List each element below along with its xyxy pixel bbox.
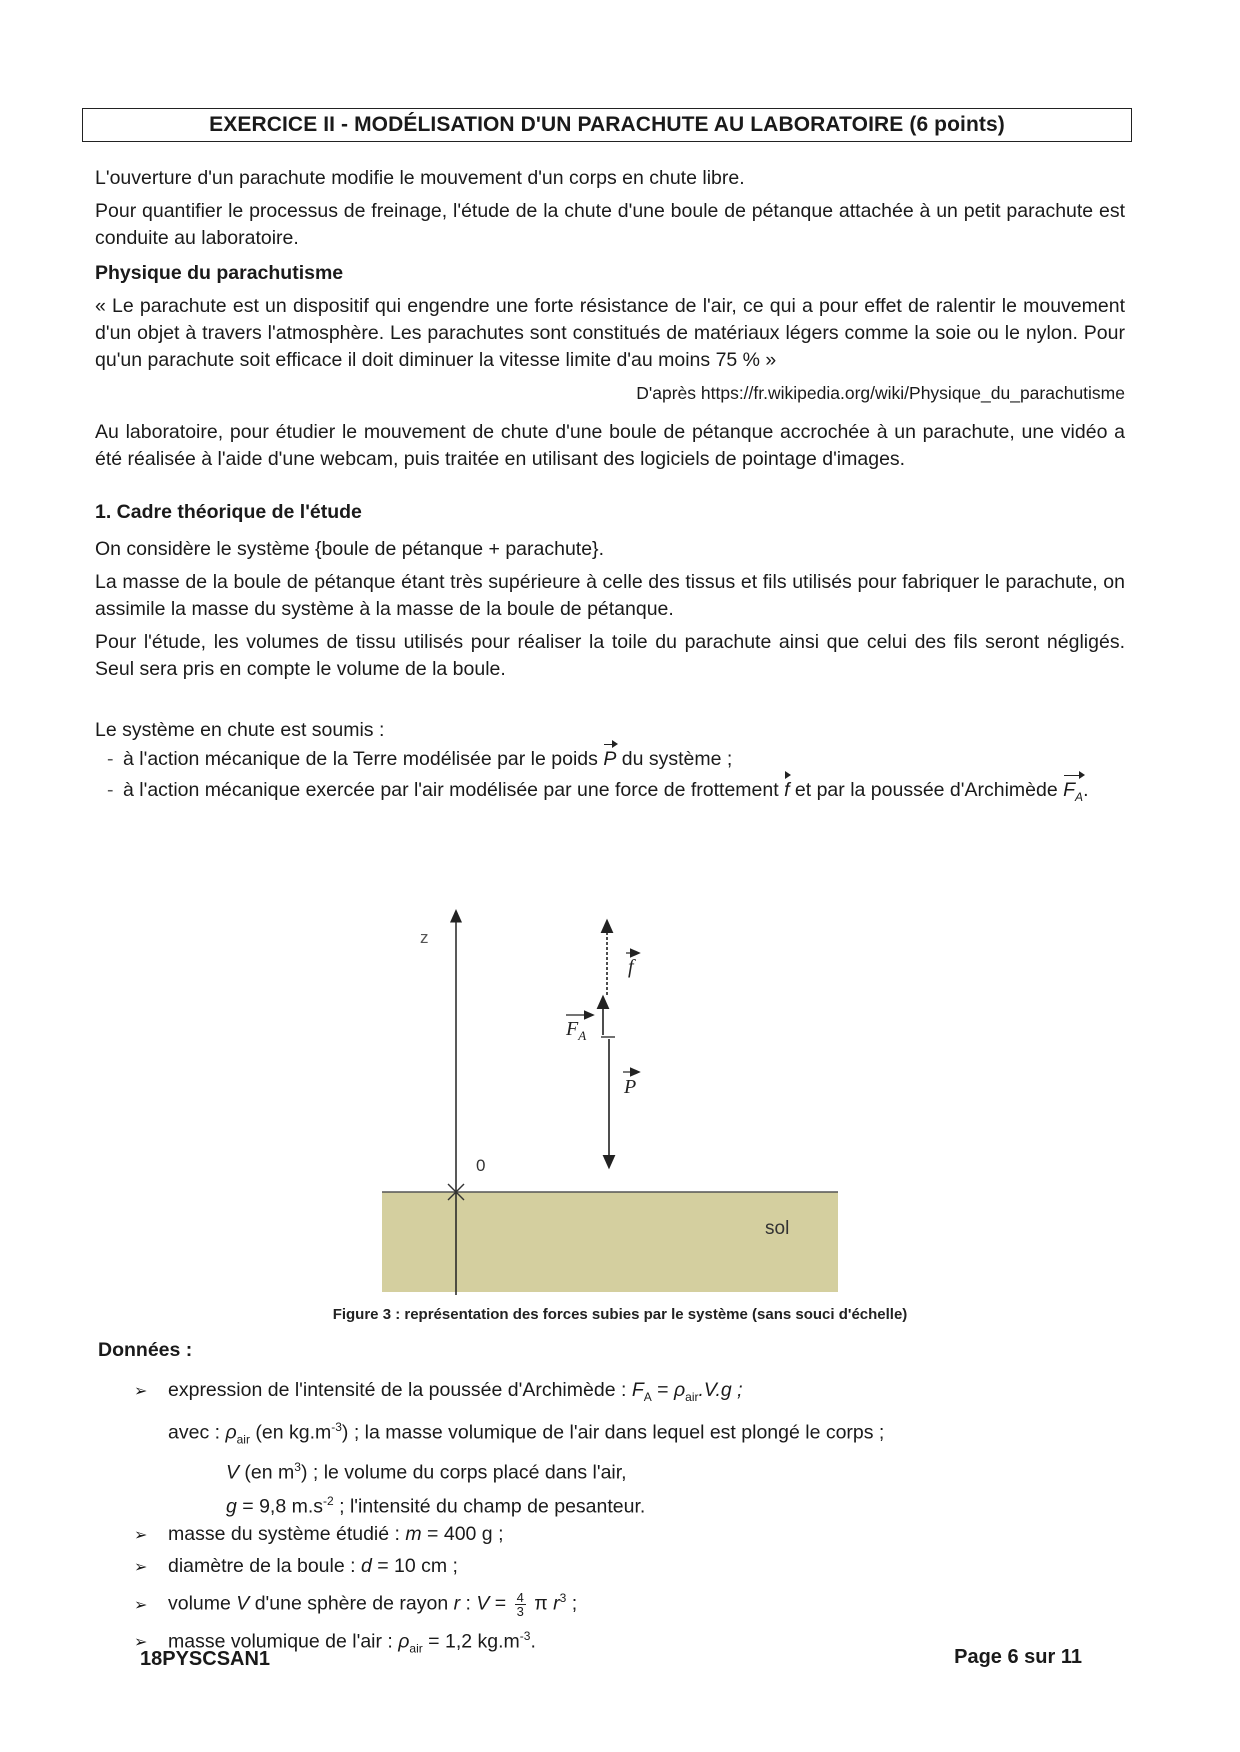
section-1-paragraph-3: Pour l'étude, les volumes de tissu utilisés pour réaliser la toile du parachute ainsi que celui des fils seront négligés. Seul sera pris en compte le volume de la boule. <box>95 631 1125 680</box>
quote-source: D'après https://fr.wikipedia.org/wiki/Physique_du_parachutisme <box>636 383 1125 403</box>
vector-p: P <box>603 746 616 773</box>
page-number: Page 6 sur 11 <box>954 1646 1082 1668</box>
bullet-arrow-icon: ➢ <box>134 1383 148 1400</box>
vector-fa: $F_A$ <box>1063 777 1083 811</box>
fraction: $\frac{4}{3}$ <box>516 1590 524 1620</box>
data-section <box>98 1336 1128 1664</box>
origin-label: 0 <box>476 1156 486 1175</box>
main-text <box>95 165 1125 815</box>
data-item-volume: V (en $m^3$) ; le volume du corps placé dans l'air, <box>226 1460 627 1484</box>
forces-figure <box>370 905 840 1295</box>
data-item-air-density: ➢ masse volumique de l'air : $\rho_{air} = 1,2$ $kg.m^{-3}$. <box>134 1622 1128 1662</box>
bullet-arrow-icon: ➢ <box>134 1527 148 1545</box>
bullet-arrow-icon: ➢ <box>134 1559 148 1577</box>
section-1-paragraph-1: On considère le système {boule de pétanque + parachute}. <box>95 538 604 560</box>
physics-heading: Physique du parachutisme <box>95 262 344 284</box>
intro-paragraph-2: Pour quantifier le processus de freinage, l'étude de la chute d'une boule de pétanque attachée à un petit parachute est conduite au laboratoire. <box>95 200 1125 249</box>
section-1-title: 1. Cadre théorique de l'étude <box>95 501 362 523</box>
force-item-weight: - à l'action mécanique de la Terre modélisée par le poids P du système ; <box>101 746 1125 773</box>
data-item-gravity: g = 9,8 $m.s^{-2}$ ; l'intensité du champ de pesanteur. <box>226 1493 646 1518</box>
intro-paragraph-1: L'ouverture d'un parachute modifie le mouvement d'un corps en chute libre. <box>95 167 745 189</box>
data-title: Données : <box>98 1339 193 1361</box>
force-item-air: - à l'action mécanique exercée par l'air modélisée par une force de frottement f et par la poussée d'Archimède $F_A$. <box>101 777 1125 811</box>
bullet-arrow-icon: ➢ <box>134 1596 148 1614</box>
vector-f: f <box>784 777 789 804</box>
figure-caption: Figure 3 : représentation des forces subies par le système (sans souci d'échelle) <box>332 1306 908 1323</box>
lab-paragraph: Au laboratoire, pour étudier le mouvement de chute d'une boule de pétanque accrochée à un parachute, une vidéo a été réalisée à l'aide d'une webcam, puis traitée en utilisant des logiciels de pointage d'images. <box>95 421 1125 470</box>
ground-label: sol <box>765 1218 790 1239</box>
data-item-rho: avec : $\rho_{air}$ (en $kg.m^{-3}$) ; la masse volumique de l'air dans lequel est plongé le corps ; <box>168 1419 885 1447</box>
data-item-mass: ➢ masse du système étudié : m = 400 g ; <box>134 1520 1128 1550</box>
exercise-title: EXERCICE II - MODÉLISATION D'UN PARACHUTE AU LABORATOIRE (6 points) <box>82 108 1132 142</box>
document-code: 18PYSCSAN1 <box>140 1648 271 1670</box>
forces-list <box>95 746 1125 811</box>
bullet-arrow-icon: ➢ <box>134 1634 148 1652</box>
force-f-label: f <box>628 956 634 978</box>
section-1-paragraph-4: Le système en chute est soumis : <box>95 719 385 741</box>
z-axis-label: z <box>420 928 429 947</box>
data-item-archimede: ➢ expression de l'intensité de la poussée d'Archimède : $F_A = \rho_{air}.V.g$ ; <box>134 1376 1128 1411</box>
physics-quote: « Le parachute est un dispositif qui engendre une forte résistance de l'air, ce qui a pour effet de ralentir le mouvement d'un objet à travers l'atmosphère. Les parachutes sont constitués de matériaux légers comme la soie ou le nylon. Pour qu'un parachute soit efficace il doit diminuer la vitesse limite d'au moins 75 % » <box>95 295 1125 371</box>
section-1-paragraph-2: La masse de la boule de pétanque étant très supérieure à celle des tissus et fils utilisés pour fabriquer le parachute, on assimile la masse du système à la masse de la boule de pétanque. <box>95 571 1125 620</box>
force-fa-label: $F_A$ <box>566 1018 587 1043</box>
data-item-sphere-volume: ➢ volume V d'une sphère de rayon r : V = $\frac{4}{3}$ π $r^3$ ; <box>134 1590 578 1620</box>
data-item-diameter: ➢ diamètre de la boule : d = 10 cm ; <box>134 1552 1128 1582</box>
force-p-label: P <box>624 1076 637 1098</box>
ground-area <box>382 1192 838 1292</box>
